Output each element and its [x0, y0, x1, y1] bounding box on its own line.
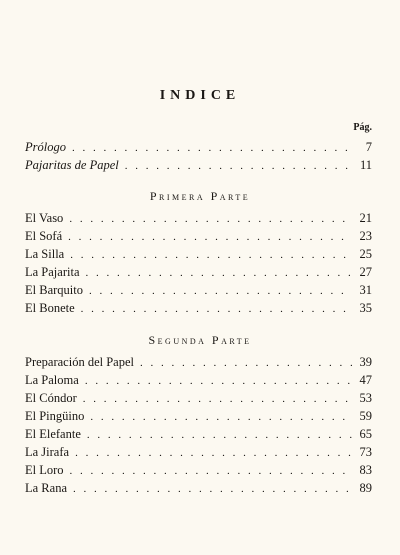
toc-entry-label: El Pingüino [25, 409, 85, 423]
toc-entry-page: 59 [359, 409, 372, 423]
toc-entry-label: La Jirafa [25, 445, 70, 459]
toc-entry-label: El Elefante [25, 427, 81, 441]
toc-entry-el-loro[interactable] [25, 461, 372, 479]
toc-entry-la-paloma[interactable] [25, 371, 372, 389]
toc-entry-pajaritas-de-papel[interactable] [25, 156, 372, 174]
toc-entry-la-silla[interactable] [25, 245, 372, 263]
toc-entry-label: La Silla [25, 247, 65, 261]
dot-leader [70, 246, 352, 264]
toc-entry-page: 31 [359, 283, 372, 297]
toc-entry-page: 39 [359, 355, 372, 369]
dot-leader [72, 139, 352, 157]
toc-entry-page: 7 [365, 140, 372, 154]
dot-leader [86, 264, 353, 282]
toc-entry-label: El Loro [25, 463, 64, 477]
toc-entry-label: El Cóndor [25, 391, 77, 405]
toc-entry-page: 23 [359, 229, 372, 243]
dot-leader [69, 210, 352, 228]
dot-leader [140, 354, 352, 372]
toc-entry-page: 53 [359, 391, 372, 405]
toc-entry-el-bonete[interactable] [25, 299, 372, 317]
toc-entry-el-sofa[interactable] [25, 227, 372, 245]
dot-leader [89, 282, 352, 300]
toc-entry-label: El Bonete [25, 301, 75, 315]
toc-entry-page: 47 [359, 373, 372, 387]
toc-entry-el-pinguino[interactable] [25, 407, 372, 425]
dot-leader [70, 462, 352, 480]
toc-entry-page: 11 [359, 158, 372, 172]
toc-entry-el-condor[interactable] [25, 389, 372, 407]
toc-entry-label: El Barquito [25, 283, 83, 297]
toc-entry-prologo[interactable] [25, 138, 372, 156]
dot-leader [87, 426, 352, 444]
toc-entry-page: 27 [359, 265, 372, 279]
dot-leader [75, 444, 352, 462]
section-heading-primera-parte: Primera Parte [149, 189, 251, 203]
dot-leader [81, 300, 352, 318]
toc-entry-la-jirafa[interactable] [25, 443, 372, 461]
toc-entry-el-elefante[interactable] [25, 425, 372, 443]
toc-entry-page: 89 [359, 481, 372, 495]
dot-leader [85, 372, 352, 390]
toc-entry-el-vaso[interactable] [25, 209, 372, 227]
dot-leader [83, 390, 352, 408]
dot-leader [125, 157, 352, 175]
toc-entry-page: 35 [359, 301, 372, 315]
toc-entry-page: 73 [359, 445, 372, 459]
toc-entry-label: La Paloma [25, 373, 79, 387]
toc-entry-label: El Sofá [25, 229, 63, 243]
toc-entry-page: 25 [359, 247, 372, 261]
toc-entry-page: 83 [359, 463, 372, 477]
toc-entry-page: 65 [359, 427, 372, 441]
toc-entry-el-barquito[interactable] [25, 281, 372, 299]
dot-leader [73, 480, 352, 498]
toc-entry-la-pajarita[interactable] [25, 263, 372, 281]
toc-entry-label: El Vaso [25, 211, 64, 225]
page-column-header: Pág. [353, 122, 372, 133]
toc-entry-preparacion-del-papel[interactable] [25, 353, 372, 371]
section-heading-segunda-parte: Segunda Parte [148, 333, 252, 347]
toc-entry-label: Prólogo [25, 140, 66, 154]
toc-entry-label: La Pajarita [25, 265, 80, 279]
toc-entry-label: La Rana [25, 481, 67, 495]
toc-entry-la-rana[interactable] [25, 479, 372, 497]
toc-entry-label: Pajaritas de Papel [25, 158, 119, 172]
toc-entry-label: Preparación del Papel [25, 355, 134, 369]
toc-entry-page: 21 [359, 211, 372, 225]
dot-leader [68, 228, 352, 246]
index-title: INDICE [159, 88, 241, 103]
dot-leader [90, 408, 352, 426]
